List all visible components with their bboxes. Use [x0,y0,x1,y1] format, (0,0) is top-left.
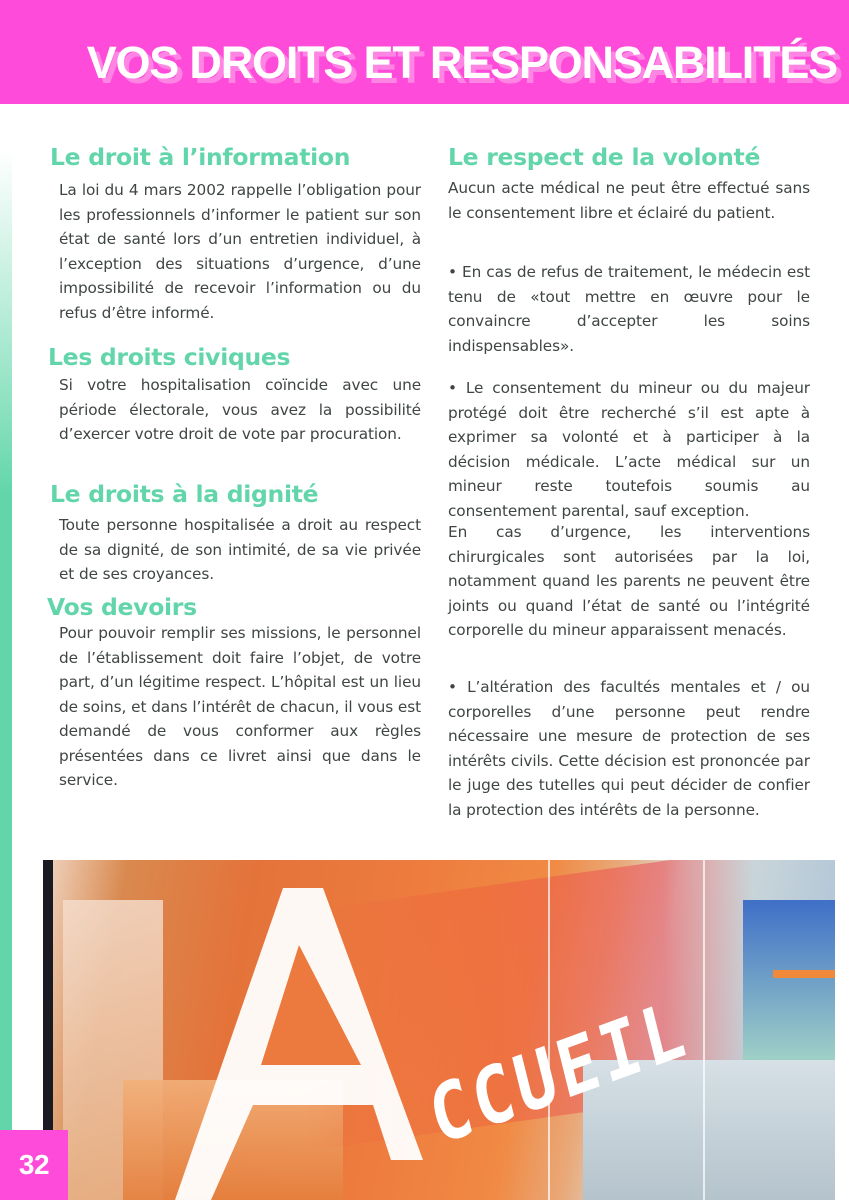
left-column [47,140,422,789]
section-title-civic-rights: Les droits civiques [48,343,291,371]
page-title: VOS DROITS ET RESPONSABILITÉS [86,37,837,88]
side-accent-bar [0,150,12,1135]
section-title-information: Le droit à l’information [50,143,351,171]
section-title-dignity: Le droits à la dignité [50,480,319,508]
section-text-information: La loi du 4 mars 2002 rappelle l’obligation pour les professionnels d’informer le patient sur son état de santé lors d’un entretien individuel, à l’exception des situations d’urgence, d’une impossibilité de recevoir l’information ou du refus d’être informé. [59,181,421,322]
section-title-duties: Vos devoirs [47,593,197,621]
section-text-will-emergency: En cas d’urgence, les interventions chirurgicales sont autorisées par la loi, notamment quand les parents ne peuvent être joints ou quand l’état de santé ou l’intégrité corporelle du mineur apparaissent menacés. [448,523,810,639]
accueil-sign-text: CCUEIL [420,970,730,1164]
page-header [0,0,849,104]
section-text-will-refusal: • En cas de refus de traitement, le médecin est tenu de «tout mettre en œuvre pour le convaincre d’accepter les soins indispensables». [448,263,810,355]
reception-photo [43,860,835,1200]
page-number: 32 [18,1149,50,1180]
section-text-will-intro: Aucun acte médical ne peut être effectué sans le consentement libre et éclairé du patient. [448,179,810,222]
section-text-will-minor-consent: • Le consentement du mineur ou du majeur protégé doit être recherché s’il est apte à exprimer sa volonté et à participer à la décision médicale. L’acte médical sur un mineur reste toutefois soumis au consentement parental, sauf exception. [448,379,810,520]
section-title-will: Le respect de la volonté [448,143,761,171]
section-text-dignity: Toute personne hospitalisée a droit au respect de sa dignité, de son intimité, de sa vie privée et de ses croyances. [59,516,421,583]
section-text-duties: Pour pouvoir remplir ses missions, le personnel de l’établissement doit faire l’objet, de votre part, d’un légitime respect. L’hôpital est un lieu de soins, et dans l’intérêt de chacun, il vous est demandé de vous conformer aux règles présentées dans ce livret ainsi que dans le service. [59,624,421,789]
accueil-sign-graphic [43,860,835,1200]
page-number-badge [0,1130,68,1200]
section-text-will-protection: • L’altération des facultés mentales et / ou corporelles d’une personne peut rendre nécessaire une mesure de protection de ses intérêts civils. Cette décision est prononcée par le juge des tutelles qui peut décider de confier la protection des intérêts de la personne. [448,678,810,819]
section-text-civic-rights: Si votre hospitalisation coïncide avec une période électorale, vous avez la possibilité d’exercer votre droit de vote par procuration. [59,376,421,443]
accueil-sign-text-group [420,970,730,1164]
